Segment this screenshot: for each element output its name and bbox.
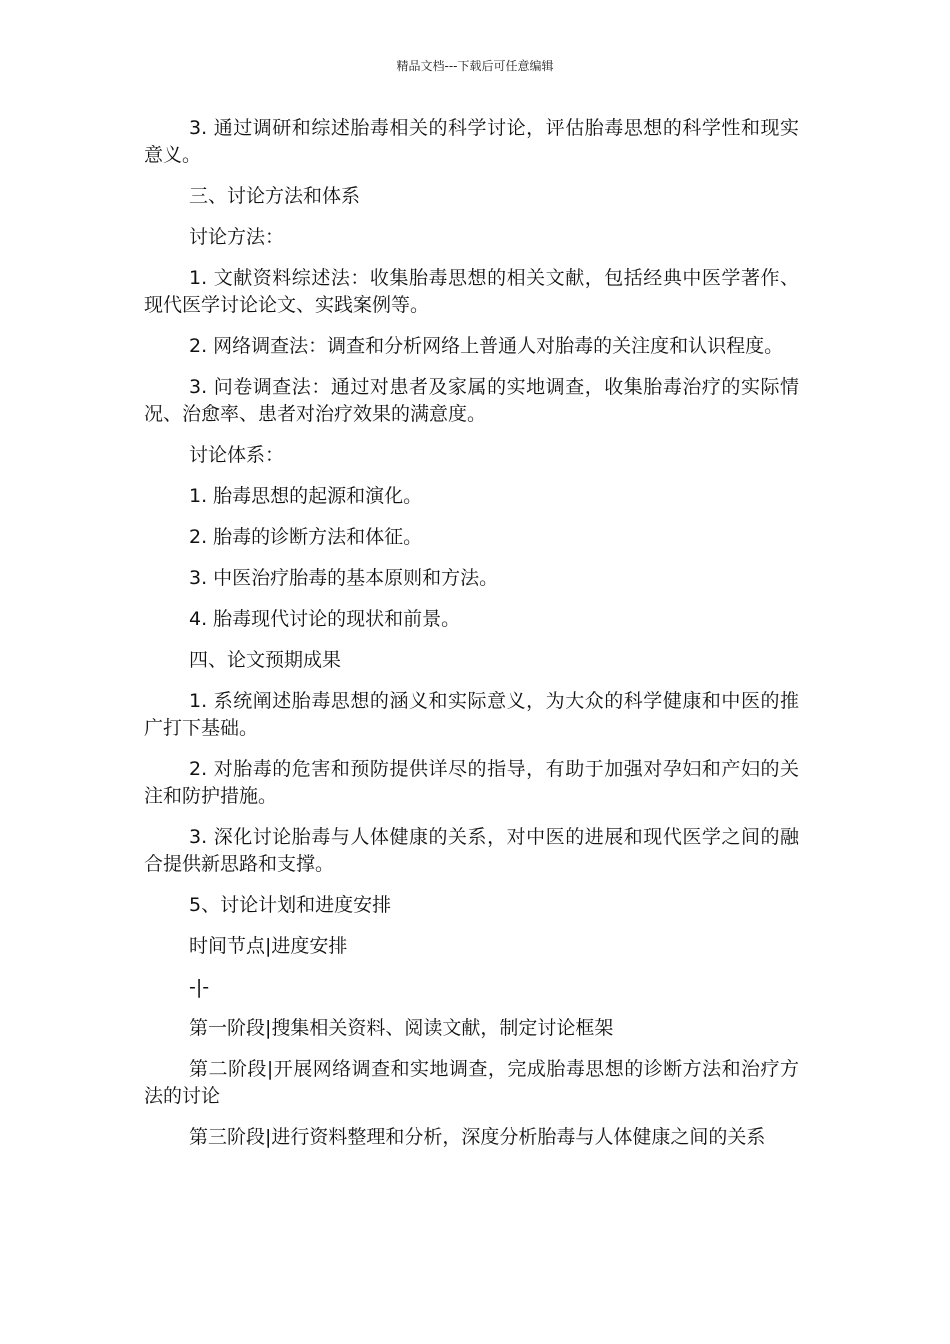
subheading-system: 讨论体系： — [189, 444, 285, 466]
method-item-3: 3. 问卷调查法：通过对患者及家属的实地调查，收集胎毒治疗的实际情况、治愈率、患者对治疗效果的满意度。 — [144, 376, 799, 425]
outcome-item-3: 3. 深化讨论胎毒与人体健康的关系，对中医的进展和现代医学之间的融合提供新思路和支撑。 — [144, 826, 799, 875]
section-heading-schedule: 5、讨论计划和进度安排 — [189, 894, 392, 916]
outcome-item-2: 2. 对胎毒的危害和预防提供详尽的指导，有助于加强对孕妇和产妇的关注和防护措施。 — [144, 758, 799, 807]
schedule-table-header: 时间节点|进度安排 — [189, 935, 348, 957]
outcome-item-1: 1. 系统阐述胎毒思想的涵义和实际意义，为大众的科学健康和中医的推广打下基础。 — [144, 690, 799, 739]
section-heading-methods: 三、讨论方法和体系 — [189, 185, 361, 207]
schedule-row-stage-1: 第一阶段|搜集相关资料、阅读文献，制定讨论框架 — [189, 1017, 614, 1039]
section-heading-outcomes: 四、论文预期成果 — [189, 649, 342, 671]
system-item-1: 1. 胎毒思想的起源和演化。 — [189, 485, 423, 507]
page-header: 精品文档---下载后可任意编辑 — [396, 59, 554, 73]
subheading-methods: 讨论方法： — [189, 226, 285, 248]
system-item-2: 2. 胎毒的诊断方法和体征。 — [189, 526, 423, 548]
schedule-row-stage-2: 第二阶段|开展网络调查和实地调查，完成胎毒思想的诊断方法和治疗方法的讨论 — [144, 1058, 799, 1107]
document-body — [144, 115, 799, 1165]
paragraph-research-3: 3. 通过调研和综述胎毒相关的科学讨论，评估胎毒思想的科学性和现实意义。 — [144, 117, 799, 166]
method-item-1: 1. 文献资料综述法：收集胎毒思想的相关文献，包括经典中医学著作、现代医学讨论论文、实践案例等。 — [144, 267, 799, 316]
system-item-3: 3. 中医治疗胎毒的基本原则和方法。 — [189, 567, 499, 589]
schedule-table-separator: -|- — [189, 976, 210, 998]
schedule-row-stage-3: 第三阶段|进行资料整理和分析，深度分析胎毒与人体健康之间的关系 — [189, 1126, 766, 1148]
method-item-2: 2. 网络调查法：调查和分析网络上普通人对胎毒的关注度和认识程度。 — [189, 335, 784, 357]
system-item-4: 4. 胎毒现代讨论的现状和前景。 — [189, 608, 461, 630]
